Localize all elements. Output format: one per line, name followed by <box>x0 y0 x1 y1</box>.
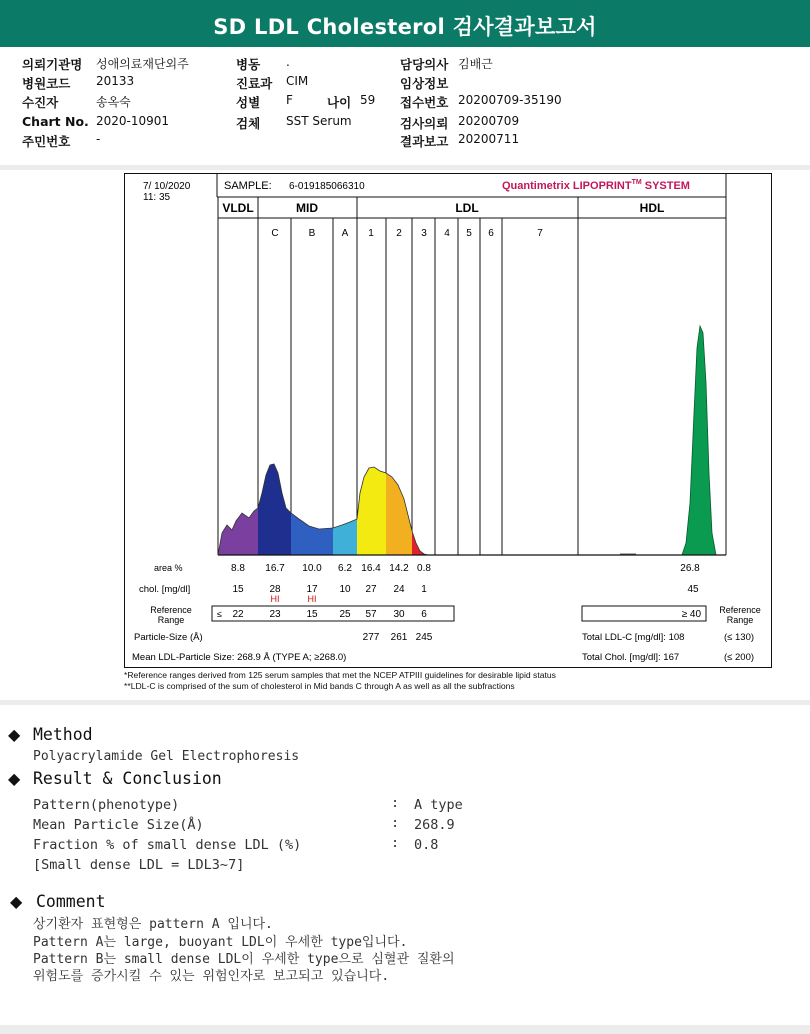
ref-value: 30 <box>393 609 405 620</box>
info-value: F <box>286 93 293 107</box>
info-label: 의뢰기관명 <box>22 57 83 72</box>
chol-value: 24 <box>393 584 405 595</box>
ref-label-right: Reference <box>719 605 761 615</box>
mean-ldl-size: Mean LDL-Particle Size: 268.9 Å (TYPE A; ≥268.0) <box>132 652 347 663</box>
band-6: 6 <box>488 228 494 239</box>
ref-label-right: Range <box>726 615 754 625</box>
info-label: 진료과 <box>236 76 273 91</box>
result-note: [Small dense LDL = LDL3~7] <box>33 857 245 873</box>
info-value: CIM <box>286 74 309 88</box>
chol-value: 27 <box>365 584 377 595</box>
hi-flag: HI <box>307 594 317 604</box>
total-chol: Total Chol. [mg/dl]: 167 <box>582 652 680 663</box>
ref-label: Reference <box>150 605 192 615</box>
group-hdl: HDL <box>639 201 665 215</box>
total-ldl-ref: (≤ 130) <box>724 632 755 643</box>
result-label: Fraction % of small dense LDL (%) <box>33 837 302 853</box>
result-value: 268.9 <box>414 817 455 833</box>
area-value: 10.0 <box>302 563 322 574</box>
chol-value: 15 <box>232 584 244 595</box>
report-title: SD LDL Cholesterol 검사결과보고서 <box>213 15 597 39</box>
ref-value: 57 <box>365 609 377 620</box>
result-value: A type <box>414 797 463 813</box>
info-value: 59 <box>360 93 376 107</box>
info-label: 수진자 <box>22 95 59 110</box>
ref-label: Range <box>157 615 185 625</box>
chol-label: chol. [mg/dl] <box>139 584 191 595</box>
info-value: 김배근 <box>458 57 493 71</box>
info-value: 성애의료재단외주 <box>96 57 189 71</box>
band-1: 1 <box>368 228 374 239</box>
band-2: 2 <box>396 228 402 239</box>
info-label: 검사의뢰 <box>400 116 449 131</box>
chol-value: 17 <box>306 584 318 595</box>
info-value: 송옥숙 <box>96 95 131 109</box>
chol-value: 28 <box>269 584 281 595</box>
comment-line: Pattern B는 small dense LDL이 우세한 type으로 심혈관 질환의 <box>33 952 455 967</box>
info-value: - <box>96 132 101 146</box>
ref-value: 6 <box>421 609 427 620</box>
area-value: 16.4 <box>361 563 381 574</box>
particle-value: 245 <box>415 632 433 643</box>
info-label: 병원코드 <box>22 76 71 91</box>
chol-value-hdl: 45 <box>687 584 699 595</box>
sample-label: SAMPLE: <box>224 180 272 192</box>
info-value: 20133 <box>96 74 135 88</box>
result-label: Mean Particle Size(Å) <box>33 817 204 833</box>
area-label: area % <box>154 563 183 573</box>
result-label: Pattern(phenotype) <box>33 797 180 813</box>
info-label: 병동 <box>236 57 261 72</box>
lipoprint-chart <box>124 173 772 668</box>
total-chol-ref: (≤ 200) <box>724 652 755 663</box>
ref-value: 23 <box>269 609 281 620</box>
total-ldl: Total LDL-C [mg/dl]: 108 <box>582 632 685 643</box>
group-vldl: VLDL <box>222 201 254 215</box>
info-label: 임상정보 <box>400 76 449 91</box>
result-colon: : <box>391 795 400 811</box>
result-heading: Result & Conclusion <box>33 769 222 788</box>
report-date: 7/ 10/2020 <box>143 181 191 192</box>
chol-value: 10 <box>339 584 351 595</box>
band-4: 4 <box>444 228 450 239</box>
report-time: 11: 35 <box>143 192 171 203</box>
diamond-bullet-icon: ◆ <box>10 892 23 911</box>
area-value: 6.2 <box>338 563 352 574</box>
info-value: 20200709-35190 <box>458 93 562 107</box>
particle-label: Particle-Size (Å) <box>134 632 203 643</box>
diamond-bullet-icon: ◆ <box>8 769 21 788</box>
band-c: C <box>271 228 279 239</box>
ref-value: 15 <box>306 609 318 620</box>
info-value: 2020-10901 <box>96 114 170 128</box>
comment-line: Pattern A는 large, buoyant LDL이 우세한 type입니다. <box>33 935 408 950</box>
info-label: 주민번호 <box>22 134 71 149</box>
ref-value-hdl: ≥ 40 <box>681 609 701 620</box>
info-value: 20200709 <box>458 114 520 128</box>
info-label: 성별 <box>236 95 261 110</box>
method-text: Polyacrylamide Gel Electrophoresis <box>33 749 300 764</box>
info-label: 결과보고 <box>400 134 449 149</box>
brand-name: Quantimetrix LIPOPRINT™ SYSTEM <box>502 179 690 192</box>
info-label: 담당의사 <box>400 57 449 72</box>
band-7: 7 <box>537 228 543 239</box>
area-value: 16.7 <box>265 563 285 574</box>
area-value: 0.8 <box>417 563 431 574</box>
result-colon: : <box>391 815 400 831</box>
chol-value: 1 <box>421 584 427 595</box>
particle-value: 277 <box>362 632 380 643</box>
band-b: B <box>308 228 316 239</box>
method-heading: Method <box>33 725 93 744</box>
group-mid: MID <box>296 201 318 215</box>
area-value: 8.8 <box>231 563 245 574</box>
footnote-2: **LDL-C is comprised of the sum of cholesterol in Mid bands C through A as well as all the subfractions <box>124 681 515 691</box>
result-colon: : <box>391 835 400 851</box>
ref-value: 22 <box>232 609 244 620</box>
info-value: . <box>286 55 290 69</box>
info-label: 접수번호 <box>400 95 449 110</box>
footnote-1: *Reference ranges derived from 125 serum samples that met the NCEP ATPIII guidelines for desirable lipid status <box>124 670 556 680</box>
hi-flag: HI <box>270 594 280 604</box>
info-value: SST Serum <box>286 114 352 128</box>
ref-value: 25 <box>339 609 351 620</box>
band-3: 3 <box>421 228 427 239</box>
info-value: 20200711 <box>458 132 520 146</box>
info-label: Chart No. <box>22 114 89 129</box>
group-ldl: LDL <box>455 201 479 215</box>
sample-id: 6-019185066310 <box>289 181 365 192</box>
particle-value: 261 <box>390 632 408 643</box>
comment-line: 상기환자 표현형은 pattern A 입니다. <box>33 917 273 932</box>
comment-heading: Comment <box>36 892 106 911</box>
comment-line: 위험도를 증가시킬 수 있는 위험인자로 보고되고 있습니다. <box>33 969 390 984</box>
area-value: 14.2 <box>389 563 409 574</box>
diamond-bullet-icon: ◆ <box>8 725 21 744</box>
band-a: A <box>341 228 349 239</box>
info-label: 나이 <box>327 95 352 110</box>
band-5: 5 <box>466 228 472 239</box>
info-label: 검체 <box>236 116 261 131</box>
area-value-hdl: 26.8 <box>680 563 700 574</box>
result-value: 0.8 <box>414 837 439 853</box>
ref-le: ≤ <box>217 609 222 619</box>
